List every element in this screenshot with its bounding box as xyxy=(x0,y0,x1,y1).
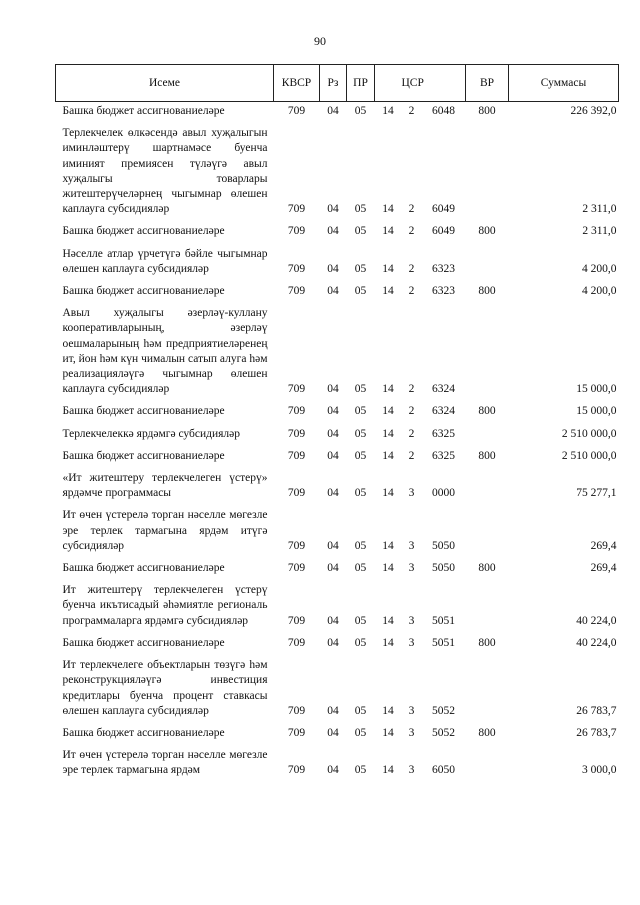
row-vr: 800 xyxy=(478,562,496,575)
header-kvsr: КВСР xyxy=(274,65,320,102)
row-kvsr: 709 xyxy=(287,726,306,739)
row-csr-program: 14 xyxy=(382,105,394,117)
page-number: 90 xyxy=(314,34,326,48)
row-vr: 800 xyxy=(478,105,496,117)
row-rz: 04 xyxy=(327,539,339,552)
row-kvsr: 709 xyxy=(287,262,306,275)
row-name: Ит өчен үстерелә торган нәселле мөгезле эре терлек тармагына ярдәм xyxy=(62,749,268,777)
table-row xyxy=(56,634,619,656)
row-vr xyxy=(466,124,509,222)
row-name: Башка бюджет ассигнованиеләре xyxy=(62,105,225,117)
row-csr-subprogram: 3 xyxy=(408,726,415,739)
row-csr-code: 6325 xyxy=(432,427,455,440)
row-csr-code: 6325 xyxy=(432,449,455,462)
row-sum: 269,4 xyxy=(590,562,617,575)
table-row xyxy=(56,102,619,125)
row-csr-code: 5051 xyxy=(432,636,455,649)
table-header-row xyxy=(56,65,619,102)
row-kvsr: 709 xyxy=(287,285,306,298)
row-csr-subprogram: 3 xyxy=(408,487,415,500)
row-name: Терлекчелек өлкәсендә авыл хуҗалыгын иминләштерү шартнамәсе буенча иминият премиясен түләүгә авыл хуҗалыгы товарлары житештерүчеләрнең чыгымнар өлешен каплауга субсидияләр xyxy=(62,127,268,216)
header-csr-right xyxy=(422,65,466,102)
row-vr: 800 xyxy=(478,285,496,298)
row-sum: 2 311,0 xyxy=(582,225,617,238)
table-row xyxy=(56,447,619,469)
row-csr-code: 6324 xyxy=(432,383,455,396)
table-body xyxy=(56,102,619,784)
row-sum: 2 510 000,0 xyxy=(561,449,617,462)
row-rz: 04 xyxy=(327,636,339,649)
row-vr: 800 xyxy=(478,449,496,462)
header-csr-left xyxy=(375,65,402,102)
row-csr-program: 14 xyxy=(382,285,394,298)
row-csr-subprogram: 2 xyxy=(408,262,415,275)
row-pr: 05 xyxy=(354,383,367,396)
row-csr-code: 6048 xyxy=(432,105,455,117)
table-row xyxy=(56,506,619,559)
header-pr: ПР xyxy=(347,65,375,102)
row-rz: 04 xyxy=(327,427,339,440)
row-csr-program: 14 xyxy=(382,383,394,396)
table-row xyxy=(56,746,619,783)
row-csr-program: 14 xyxy=(382,262,394,275)
row-rz: 04 xyxy=(327,562,339,575)
row-csr-program: 14 xyxy=(382,487,394,500)
row-sum: 269,4 xyxy=(590,539,617,552)
row-csr-code: 6049 xyxy=(432,203,455,216)
row-pr: 05 xyxy=(354,562,367,575)
row-sum: 2 311,0 xyxy=(582,203,617,216)
row-pr: 05 xyxy=(354,726,367,739)
row-csr-code: 6324 xyxy=(432,405,455,418)
row-csr-code: 6323 xyxy=(432,262,455,275)
row-csr-subprogram: 2 xyxy=(408,225,415,238)
row-csr-program: 14 xyxy=(382,614,394,627)
row-csr-program: 14 xyxy=(382,636,394,649)
row-pr: 05 xyxy=(354,704,367,717)
row-rz: 04 xyxy=(327,383,339,396)
table-row xyxy=(56,402,619,424)
row-csr-subprogram: 3 xyxy=(408,539,415,552)
row-csr-subprogram: 3 xyxy=(408,764,415,777)
row-kvsr: 709 xyxy=(287,487,306,500)
row-rz: 04 xyxy=(327,449,339,462)
row-vr: 800 xyxy=(478,405,496,418)
table-row xyxy=(56,245,619,282)
row-pr: 05 xyxy=(354,539,367,552)
row-csr-code: 0000 xyxy=(432,487,455,500)
row-vr xyxy=(466,656,509,724)
table-row xyxy=(56,282,619,304)
row-csr-program: 14 xyxy=(382,449,394,462)
row-csr-code: 5052 xyxy=(432,704,455,717)
row-rz: 04 xyxy=(327,285,339,298)
row-sum: 2 510 000,0 xyxy=(561,427,617,440)
row-vr: 800 xyxy=(478,225,496,238)
row-sum: 40 224,0 xyxy=(576,636,617,649)
row-vr xyxy=(466,746,509,783)
row-csr-program: 14 xyxy=(382,405,394,418)
row-csr-subprogram: 2 xyxy=(408,383,415,396)
table-row xyxy=(56,124,619,222)
row-kvsr: 709 xyxy=(287,562,306,575)
row-sum: 15 000,0 xyxy=(576,383,617,396)
row-csr-subprogram: 2 xyxy=(408,105,415,117)
row-kvsr: 709 xyxy=(287,225,306,238)
row-sum: 15 000,0 xyxy=(576,405,617,418)
row-name: Башка бюджет ассигнованиеләре xyxy=(62,449,225,462)
row-sum: 4 200,0 xyxy=(582,285,617,298)
row-sum: 26 783,7 xyxy=(576,726,617,739)
row-csr-program: 14 xyxy=(382,203,394,216)
row-csr-subprogram: 2 xyxy=(408,203,415,216)
row-vr xyxy=(466,245,509,282)
row-pr: 05 xyxy=(354,636,367,649)
row-name: Авыл хуҗалыгы әзерләү-куллану кооперативларының, әзерләү оешмаларының һәм предприятиеләренең ит, йон һәм күн чималын сатып алуга һәм реализацияләүгә чыгымнар өлешен каплауга субсидияләр xyxy=(62,307,268,396)
row-rz: 04 xyxy=(327,203,339,216)
row-csr-program: 14 xyxy=(382,427,394,440)
table-row xyxy=(56,469,619,506)
table-row xyxy=(56,304,619,402)
row-name: Ит житештерү терлекчелеген үстерү буенча икътисадый әһәмиятле региональ программаларга ярдәмгә субсидияләр xyxy=(62,584,268,627)
row-kvsr: 709 xyxy=(287,539,306,552)
row-csr-program: 14 xyxy=(382,704,394,717)
row-sum: 26 783,7 xyxy=(576,704,617,717)
row-pr: 05 xyxy=(354,285,367,298)
row-kvsr: 709 xyxy=(287,449,306,462)
table-row xyxy=(56,724,619,746)
row-csr-program: 14 xyxy=(382,726,394,739)
row-vr xyxy=(466,304,509,402)
header-rz: Рз xyxy=(320,65,347,102)
row-csr-subprogram: 2 xyxy=(408,449,415,462)
row-rz: 04 xyxy=(327,405,339,418)
row-kvsr: 709 xyxy=(287,704,306,717)
row-kvsr: 709 xyxy=(287,764,306,777)
row-csr-subprogram: 3 xyxy=(408,614,415,627)
row-rz: 04 xyxy=(327,225,339,238)
row-sum: 75 277,1 xyxy=(576,487,617,500)
row-csr-code: 5050 xyxy=(432,562,455,575)
row-csr-program: 14 xyxy=(382,539,394,552)
row-kvsr: 709 xyxy=(287,383,306,396)
row-rz: 04 xyxy=(327,764,339,777)
row-vr: 800 xyxy=(478,726,496,739)
row-csr-subprogram: 2 xyxy=(408,427,415,440)
row-kvsr: 709 xyxy=(287,636,306,649)
row-vr xyxy=(466,425,509,447)
table-row xyxy=(56,222,619,244)
row-pr: 05 xyxy=(354,262,367,275)
row-csr-code: 6323 xyxy=(432,285,455,298)
row-name: Башка бюджет ассигнованиеләре xyxy=(62,405,225,418)
row-csr-subprogram: 3 xyxy=(408,636,415,649)
row-csr-program: 14 xyxy=(382,764,394,777)
row-name: Башка бюджет ассигнованиеләре xyxy=(62,225,225,238)
row-name: Башка бюджет ассигнованиеләре xyxy=(62,285,225,298)
row-pr: 05 xyxy=(354,487,367,500)
row-kvsr: 709 xyxy=(287,203,306,216)
row-rz: 04 xyxy=(327,105,339,117)
row-pr: 05 xyxy=(354,225,367,238)
row-rz: 04 xyxy=(327,262,339,275)
header-vr: ВР xyxy=(466,65,509,102)
header-csr: ЦСР xyxy=(402,65,422,102)
row-csr-subprogram: 3 xyxy=(408,562,415,575)
row-rz: 04 xyxy=(327,704,339,717)
row-kvsr: 709 xyxy=(287,405,306,418)
header-sum: Суммасы xyxy=(509,65,619,102)
row-kvsr: 709 xyxy=(287,614,306,627)
row-pr: 05 xyxy=(354,427,367,440)
row-vr xyxy=(466,581,509,634)
row-rz: 04 xyxy=(327,614,339,627)
row-name: Башка бюджет ассигнованиеләре xyxy=(62,562,225,575)
budget-table xyxy=(55,64,619,784)
row-rz: 04 xyxy=(327,487,339,500)
header-name: Исеме xyxy=(56,65,274,102)
row-name: Ит терлекчелеге объектларын төзүгә һәм реконструкцияләүгә инвестиция кредитлары буенча процент ставкасы өлешен каплауга субсидияләр xyxy=(62,659,268,717)
row-csr-subprogram: 2 xyxy=(408,405,415,418)
row-sum: 226 392,0 xyxy=(570,105,617,117)
row-name: Терлекчелеккә ярдәмгә субсидияләр xyxy=(62,427,241,440)
row-pr: 05 xyxy=(354,449,367,462)
row-pr: 05 xyxy=(354,614,367,627)
row-csr-code: 5052 xyxy=(432,726,455,739)
table-row xyxy=(56,425,619,447)
row-csr-program: 14 xyxy=(382,562,394,575)
row-rz: 04 xyxy=(327,726,339,739)
row-name: Ит өчен үстерелә торган нәселле мөгезле эре терлек тармагына ярдәм итүгә субсидияләр xyxy=(62,509,268,552)
table-row xyxy=(56,559,619,581)
row-csr-code: 5051 xyxy=(432,614,455,627)
row-kvsr: 709 xyxy=(287,427,306,440)
row-pr: 05 xyxy=(354,105,367,117)
row-name: Нәселле атлар үрчетүгә бәйле чыгымнар өлешен каплауга субсидияләр xyxy=(62,247,268,275)
row-pr: 05 xyxy=(354,203,367,216)
row-csr-subprogram: 3 xyxy=(408,704,415,717)
row-sum: 3 000,0 xyxy=(582,764,617,777)
row-csr-code: 6050 xyxy=(432,764,455,777)
row-csr-program: 14 xyxy=(382,225,394,238)
row-pr: 05 xyxy=(354,764,367,777)
table-row xyxy=(56,656,619,724)
row-vr: 800 xyxy=(478,636,496,649)
row-name: Башка бюджет ассигнованиеләре xyxy=(62,726,225,739)
row-csr-code: 5050 xyxy=(432,539,455,552)
row-csr-subprogram: 2 xyxy=(408,285,415,298)
row-sum: 40 224,0 xyxy=(576,614,617,627)
table-row xyxy=(56,581,619,634)
row-vr xyxy=(466,469,509,506)
row-sum: 4 200,0 xyxy=(582,262,617,275)
row-kvsr: 709 xyxy=(287,105,306,117)
row-vr xyxy=(466,506,509,559)
row-csr-code: 6049 xyxy=(432,225,455,238)
row-name: «Ит житештеру терлекчелеген үстерү» ярдәмче программасы xyxy=(62,472,268,500)
row-name: Башка бюджет ассигнованиеләре xyxy=(62,636,225,649)
row-pr: 05 xyxy=(354,405,367,418)
